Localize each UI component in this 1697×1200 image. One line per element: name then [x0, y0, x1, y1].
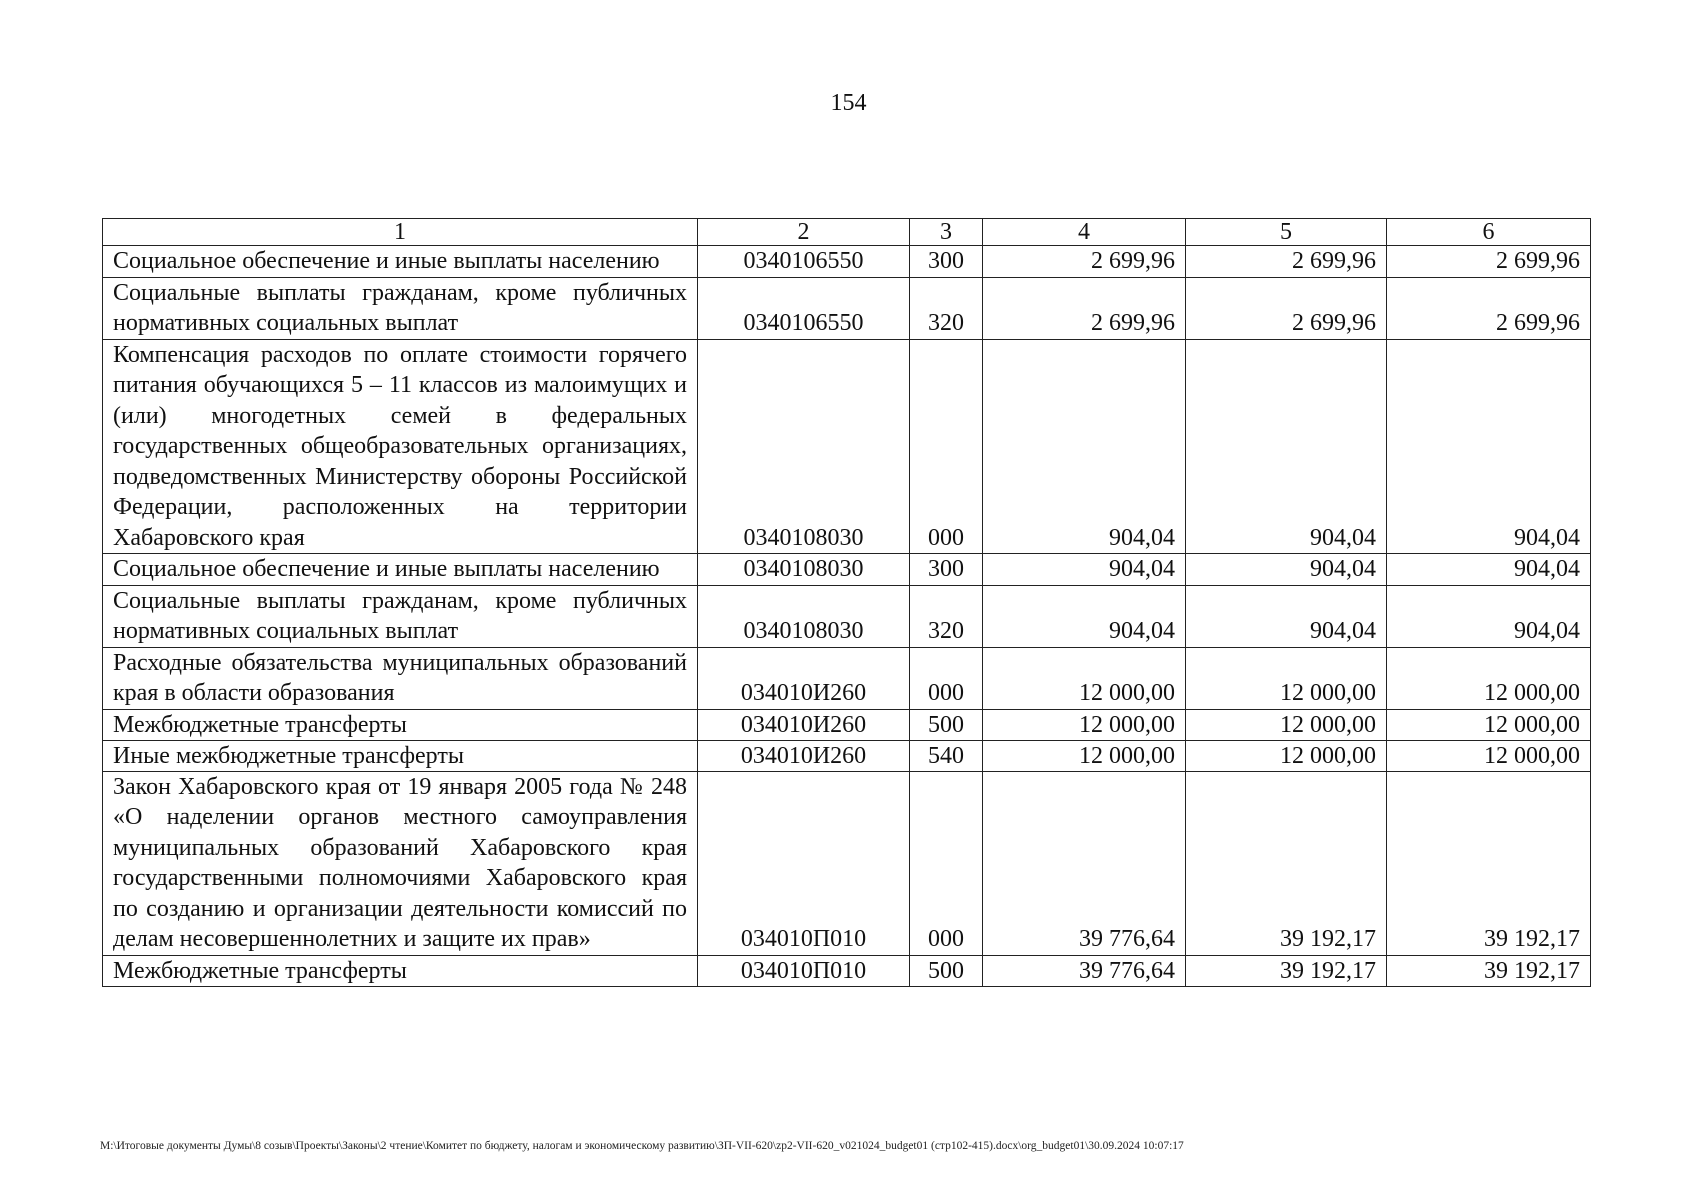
table-row	[103, 740, 1591, 771]
row-type: 500	[910, 955, 983, 986]
row-code: 034010П010	[698, 955, 910, 986]
row-value-5: 2 699,96	[1186, 246, 1387, 278]
table-row	[103, 246, 1591, 278]
row-value-4: 904,04	[983, 585, 1186, 647]
row-type: 000	[910, 647, 983, 709]
row-code: 034010И260	[698, 647, 910, 709]
row-name: Иные межбюджетные трансферты	[103, 740, 698, 771]
row-name: Расходные обязательства муниципальных образований края в области образования	[103, 647, 698, 709]
column-header: 1	[103, 219, 698, 246]
row-value-4: 2 699,96	[983, 246, 1186, 278]
row-type: 320	[910, 277, 983, 339]
row-type: 540	[910, 740, 983, 771]
row-name: Социальные выплаты гражданам, кроме публичных нормативных социальных выплат	[103, 585, 698, 647]
row-value-6: 12 000,00	[1387, 740, 1591, 771]
row-value-5: 2 699,96	[1186, 277, 1387, 339]
row-name: Межбюджетные трансферты	[103, 955, 698, 986]
row-value-6: 904,04	[1387, 339, 1591, 554]
row-value-5: 12 000,00	[1186, 647, 1387, 709]
row-value-6: 12 000,00	[1387, 647, 1591, 709]
row-value-6: 39 192,17	[1387, 955, 1591, 986]
row-code: 0340108030	[698, 554, 910, 586]
row-code: 034010И260	[698, 740, 910, 771]
row-value-4: 904,04	[983, 339, 1186, 554]
row-value-5: 904,04	[1186, 339, 1387, 554]
row-value-5: 39 192,17	[1186, 771, 1387, 955]
table-row	[103, 647, 1591, 709]
row-code: 034010П010	[698, 771, 910, 955]
row-value-4: 12 000,00	[983, 709, 1186, 740]
row-type: 320	[910, 585, 983, 647]
row-value-4: 12 000,00	[983, 740, 1186, 771]
row-value-4: 39 776,64	[983, 771, 1186, 955]
row-type: 000	[910, 771, 983, 955]
column-header: 6	[1387, 219, 1591, 246]
table-row	[103, 585, 1591, 647]
row-value-6: 12 000,00	[1387, 709, 1591, 740]
row-code: 0340106550	[698, 246, 910, 278]
row-value-5: 12 000,00	[1186, 709, 1387, 740]
document-path-footer: М:\Итоговые документы Думы\8 созыв\Проекты\Законы\2 чтение\Комитет по бюджету, налогам и экономическому развитию\ЗП-VII-620\zp2-VII-620_v021024_budget01 (стр102-415).docx\org_budget01\30.09.2024 10:07:17	[100, 1140, 1184, 1152]
column-header: 3	[910, 219, 983, 246]
table-header-row	[103, 219, 1591, 246]
row-value-6: 39 192,17	[1387, 771, 1591, 955]
column-header: 4	[983, 219, 1186, 246]
row-value-6: 2 699,96	[1387, 277, 1591, 339]
row-value-4: 39 776,64	[983, 955, 1186, 986]
row-value-4: 12 000,00	[983, 647, 1186, 709]
row-value-5: 904,04	[1186, 554, 1387, 586]
table-row	[103, 339, 1591, 554]
table-row	[103, 709, 1591, 740]
column-header: 2	[698, 219, 910, 246]
table-row	[103, 277, 1591, 339]
table-row	[103, 955, 1591, 986]
row-name: Социальные выплаты гражданам, кроме публичных нормативных социальных выплат	[103, 277, 698, 339]
table-row	[103, 554, 1591, 586]
row-type: 300	[910, 246, 983, 278]
row-value-5: 904,04	[1186, 585, 1387, 647]
row-type: 000	[910, 339, 983, 554]
row-type: 500	[910, 709, 983, 740]
row-value-5: 12 000,00	[1186, 740, 1387, 771]
row-value-5: 39 192,17	[1186, 955, 1387, 986]
row-name: Социальное обеспечение и иные выплаты населению	[103, 554, 698, 586]
row-code: 0340108030	[698, 585, 910, 647]
row-value-6: 904,04	[1387, 585, 1591, 647]
row-value-6: 904,04	[1387, 554, 1591, 586]
column-header: 5	[1186, 219, 1387, 246]
table-row	[103, 771, 1591, 955]
page-number: 154	[830, 90, 867, 116]
row-code: 0340108030	[698, 339, 910, 554]
row-code: 0340106550	[698, 277, 910, 339]
budget-table	[102, 218, 1591, 987]
row-value-4: 904,04	[983, 554, 1186, 586]
row-name: Закон Хабаровского края от 19 января 2005 года № 248 «О наделении органов местного самоуправления муниципальных образований Хабаровского края государственными полномочиями Хабаровского края по созданию и организации деятельности комиссий по делам несовершеннолетних и защите их прав»	[103, 771, 698, 955]
row-value-6: 2 699,96	[1387, 246, 1591, 278]
row-type: 300	[910, 554, 983, 586]
row-name: Социальное обеспечение и иные выплаты населению	[103, 246, 698, 278]
row-name: Межбюджетные трансферты	[103, 709, 698, 740]
row-code: 034010И260	[698, 709, 910, 740]
row-value-4: 2 699,96	[983, 277, 1186, 339]
row-name: Компенсация расходов по оплате стоимости горячего питания обучающихся 5 – 11 классов из малоимущих и (или) многодетных семей в федеральных государственных общеобразовательных организациях, подведомственных Министерству обороны Российской Федерации, расположенных на территории Хабаровского края	[103, 339, 698, 554]
